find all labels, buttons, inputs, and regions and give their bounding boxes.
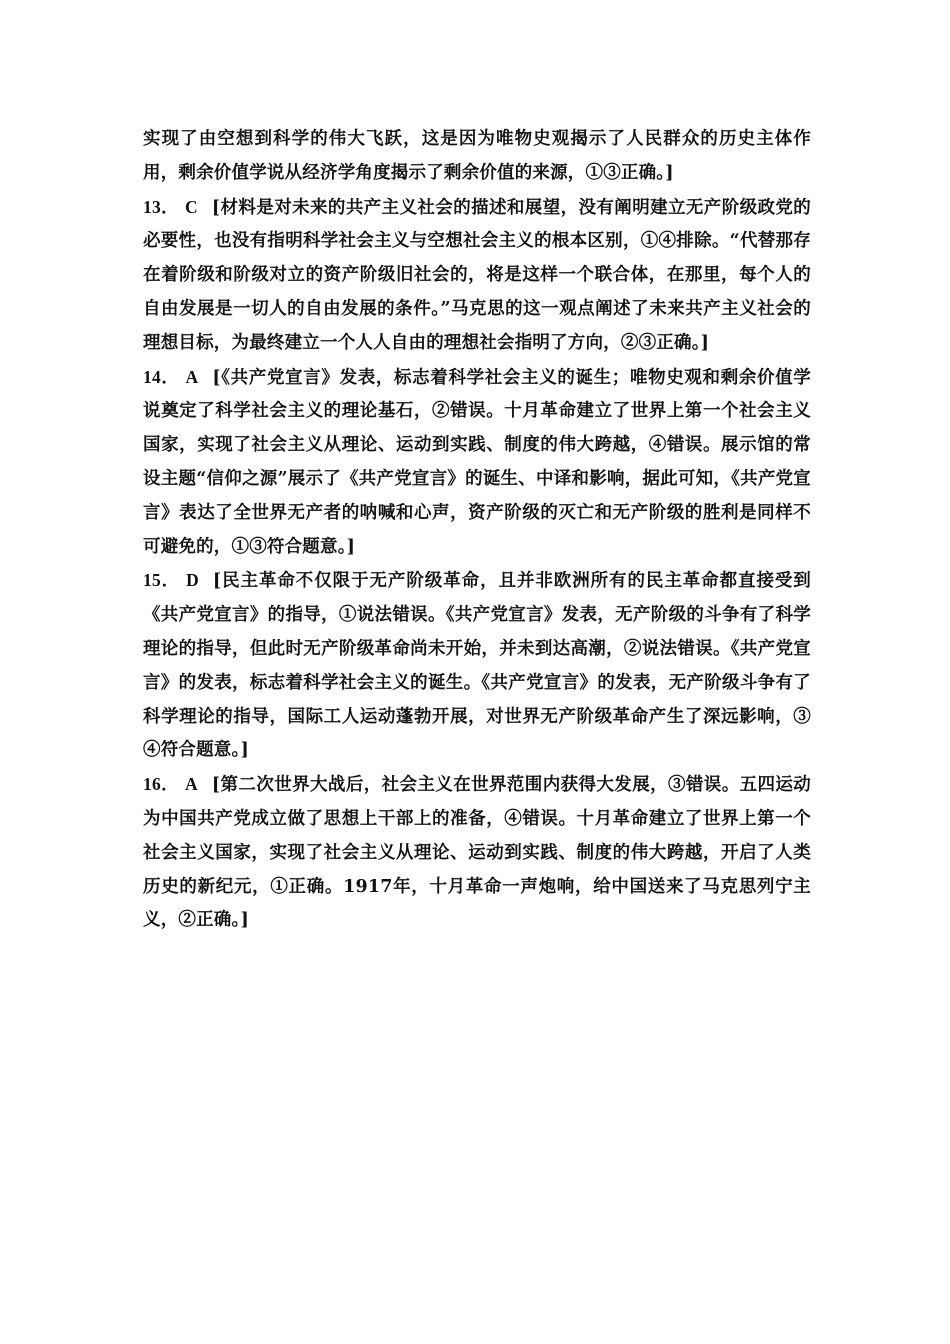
question-number: 14．: [143, 366, 180, 387]
explanation-text: [材料是对未来的共产主义社会的描述和展望，没有阐明建立无产阶级政党的必要性，也没有指明科学社会主义与空想社会主义的根本区别，①④排除。“代替那存在着阶级和阶级对立的资产阶级旧社会的，将是这样一个联合体，在那里，每个人的自由发展是一切人的自由发展的条件。”马克思的这一观点阐述了未来共产主义社会的理想目标，为最终建立一个人人自由的理想社会指明了方向，②③正确。]: [143, 197, 811, 353]
paragraph-text: 实现了由空想到科学的伟大飞跃，这是因为唯物史观揭示了人民群众的历史主体作用，剩余价值学说从经济学角度揭示了剩余价值的来源，①③正确。]: [143, 129, 811, 183]
answer-letter: A: [185, 774, 198, 795]
answer-item-16: [143, 768, 811, 938]
question-number: 13．: [143, 196, 179, 217]
answer-explanations: [143, 123, 811, 938]
question-number: 16．: [143, 774, 179, 795]
explanation-text: [民主革命不仅限于无产阶级革命，且并非欧洲所有的民主革命都直接受到《共产党宣言》的指导，①说法错误。《共产党宣言》发表，无产阶级的斗争有了科学理论的指导，但此时无产阶级革命尚未开始，并未到达高潮，②说法错误。《共产党宣言》的发表，标志着科学社会主义的诞生。《共产党宣言》的发表，无产阶级斗争有了科学理论的指导，国际工人运动蓬勃开展，对世界无产阶级革命产生了深远影响，③④符合题意。]: [143, 571, 811, 761]
paragraph-continuation: [143, 123, 811, 191]
answer-letter: A: [185, 366, 199, 387]
answer-letter: D: [186, 570, 199, 591]
answer-item-15: [143, 564, 811, 768]
answer-letter: C: [185, 196, 198, 217]
answer-item-14: [143, 361, 811, 565]
answer-item-13: [143, 191, 811, 361]
explanation-text: [第二次世界大战后，社会主义在世界范围内获得大发展，③错误。五四运动为中国共产党成立做了思想上干部上的准备，④错误。十月革命建立了世界上第一个社会主义国家，实现了社会主义从理论、运动到实践、制度的伟大跨越，开启了人类历史的新纪元，①正确。1917年，十月革命一声炮响，给中国送来了马克思列宁主义，②正确。]: [143, 775, 811, 931]
question-number: 15．: [143, 570, 181, 591]
explanation-text: [《共产党宣言》发表，标志着科学社会主义的诞生；唯物史观和剩余价值学说奠定了科学社会主义的理论基石，②错误。十月革命建立了世界上第一个社会主义国家，实现了社会主义从理论、运动到实践、制度的伟大跨越，④错误。展示馆的常设主题“信仰之源”展示了《共产党宣言》的诞生、中译和影响，据此可知，《共产党宣言》表达了全世界无产者的呐喊和心声，资产阶级的灭亡和无产阶级的胜利是同样不可避免的，①③符合题意。]: [143, 367, 811, 557]
